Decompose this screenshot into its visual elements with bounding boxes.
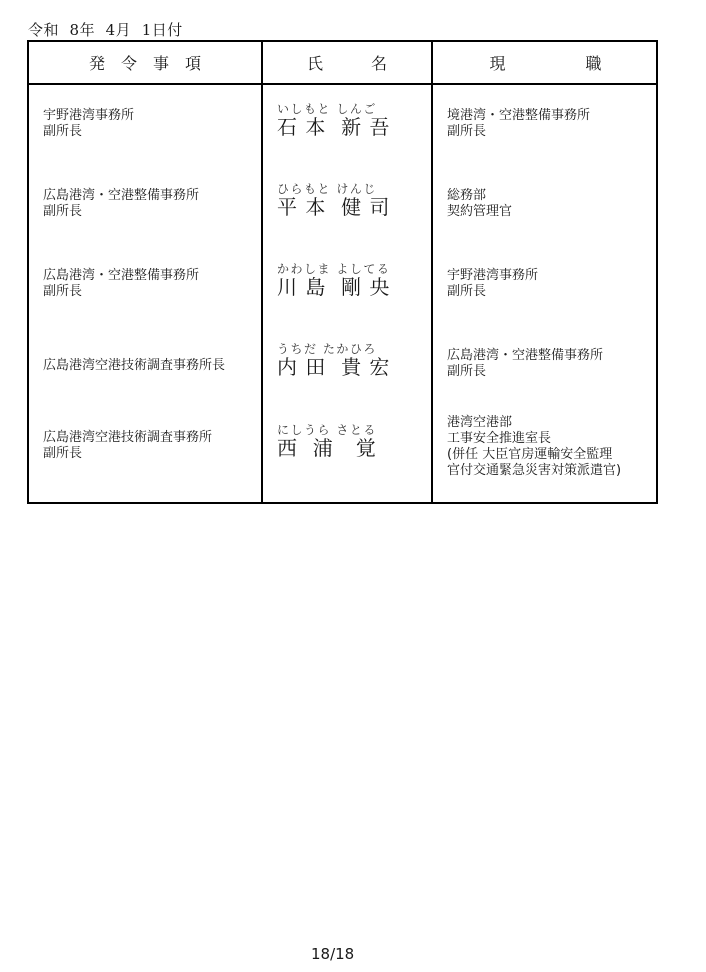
appointment-cell: 宇野港湾事務所 副所長 — [43, 108, 135, 139]
person-name: 川 島 剛 央 — [277, 275, 391, 299]
current-position-cell: 宇野港湾事務所 副所長 — [447, 268, 539, 299]
header-current-position: 現 職 — [489, 54, 602, 73]
furigana: うちだ たかひろ — [277, 342, 377, 356]
furigana: かわしま よしてる — [277, 262, 391, 276]
person-name: 平 本 健 司 — [277, 195, 391, 219]
current-position-cell: 総務部 契約管理官 — [447, 188, 513, 219]
furigana: いしもと しんご — [277, 102, 377, 116]
person-name: 西 浦 覚 — [277, 436, 377, 460]
appointment-cell: 広島港湾・空港整備事務所 副所長 — [43, 188, 200, 219]
personnel-table — [27, 40, 658, 504]
table-row — [29, 412, 656, 502]
person-name: 内 田 貴 宏 — [277, 355, 391, 379]
header-divider — [29, 83, 656, 85]
furigana: にしうら さとる — [277, 423, 377, 437]
table-row — [29, 180, 656, 260]
current-position-cell: 港湾空港部 工事安全推進室長 (併任 大臣官房運輸安全監理 官付交通緊急災害対策派遣官) — [447, 415, 622, 478]
current-position-cell: 境港湾・空港整備事務所 副所長 — [447, 108, 591, 139]
name-cell — [277, 102, 417, 138]
table-row — [29, 100, 656, 180]
furigana: ひらもと けんじ — [277, 182, 377, 196]
header-appointment: 発 令 事 項 — [88, 54, 201, 73]
name-cell — [277, 262, 417, 298]
name-cell — [277, 182, 417, 218]
table-row — [29, 340, 656, 420]
name-cell — [277, 342, 417, 378]
appointment-cell: 広島港湾空港技術調査事務所長 — [43, 358, 226, 373]
page-number: 18/18 — [311, 945, 355, 963]
current-position-cell: 広島港湾・空港整備事務所 副所長 — [447, 348, 604, 379]
appointment-cell: 広島港湾・空港整備事務所 副所長 — [43, 268, 200, 299]
header-name: 氏 名 — [306, 54, 387, 73]
table-row — [29, 260, 656, 340]
name-cell — [277, 423, 417, 459]
issue-date: 令和 8年 4月 1日付 — [28, 21, 183, 39]
person-name: 石 本 新 吾 — [277, 115, 391, 139]
appointment-cell: 広島港湾空港技術調査事務所 副所長 — [43, 430, 213, 461]
